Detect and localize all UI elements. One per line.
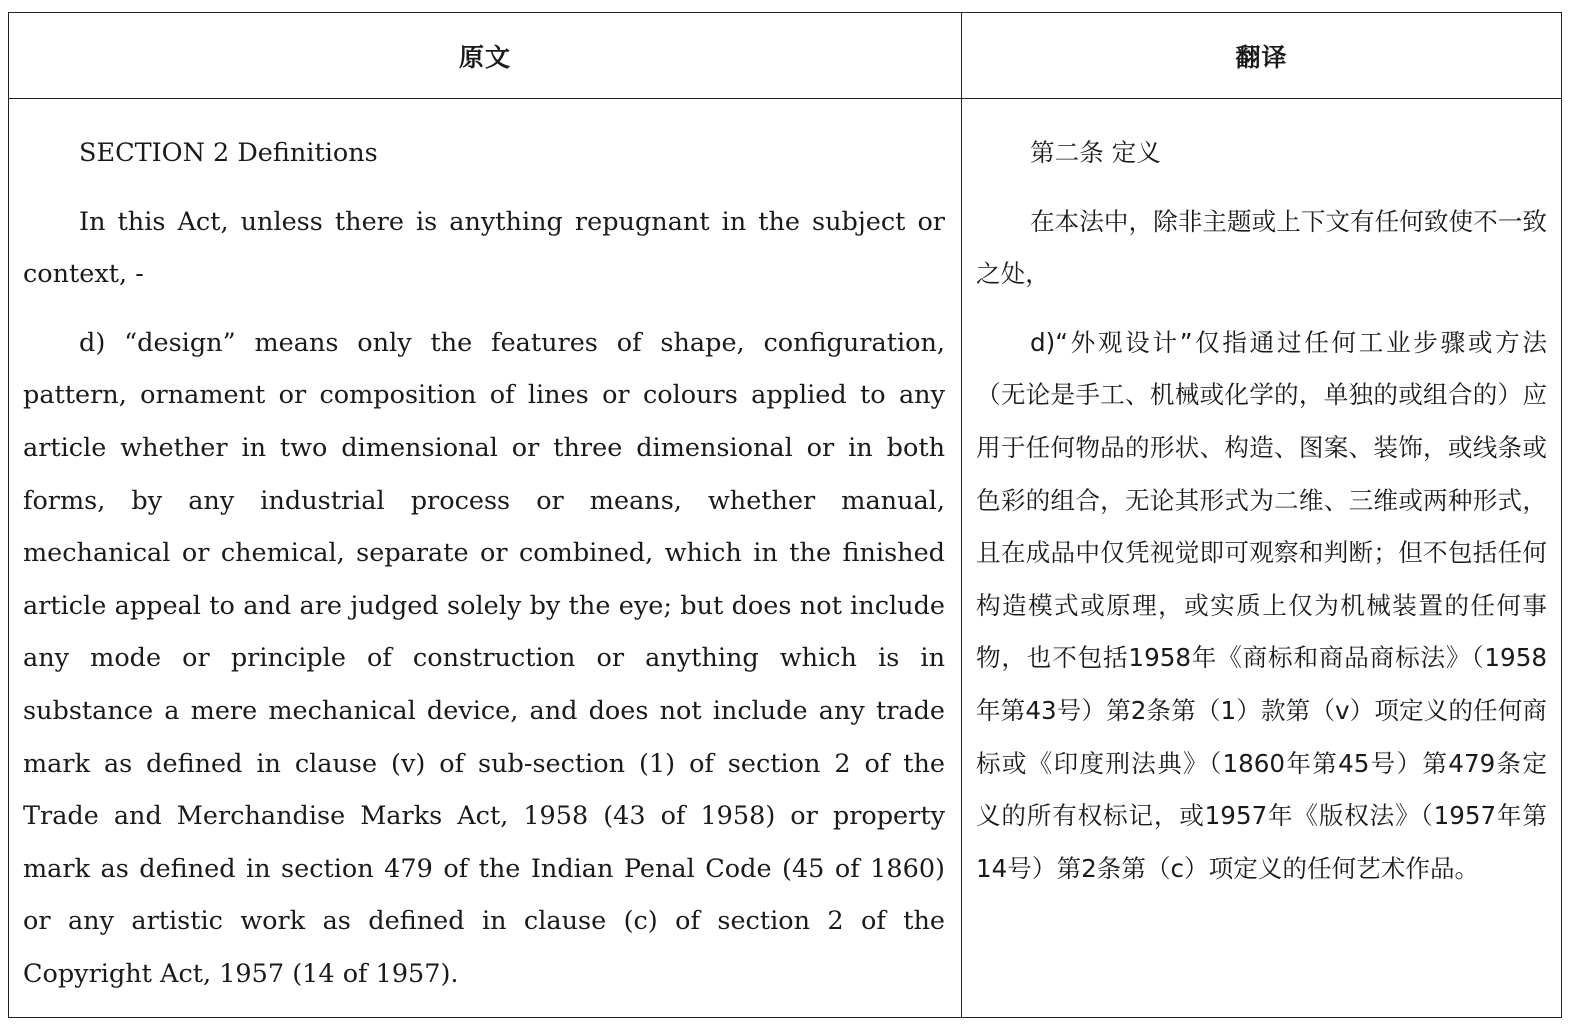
translation-intro-paragraph: 在本法中，除非主题或上下文有任何致使不一致之处， [976, 206, 1547, 289]
original-column-header: 原文 [9, 13, 962, 99]
translation-section-heading: 第二条 定义 [1030, 138, 1161, 167]
table-header-row [9, 13, 1562, 99]
bilingual-table [8, 12, 1562, 1018]
original-intro-paragraph: In this Act, unless there is anything repugnant in the subject or context, - [23, 206, 945, 290]
translation-clause-d-paragraph: d)“外观设计”仅指通过任何工业步骤或方法（无论是手工、机械或化学的，单独的或组合的）应用于任何物品的形状、构造、图案、装饰，或线条或色彩的组合，无论其形式为二维、三维或两种形式，且在成品中仅凭视觉即可观察和判断；但不包括任何构造模式或原理，或实质上仅为机械装置的任何事物，也不包括1958年《商标和商品商标法》（1958年第43号）第2条第（1）款第（v）项定义的任何商标或《印度刑法典》（1860年第45号）第479条定义的所有权标记，或1957年《版权法》（1957年第14号）第2条第（c）项定义的任何艺术作品。 [976, 327, 1547, 883]
original-text-cell [9, 99, 962, 1018]
table-body-row [9, 99, 1562, 1018]
original-section-heading: SECTION 2 Definitions [79, 138, 378, 168]
translation-column-header: 翻译 [962, 13, 1562, 99]
original-clause-d-paragraph: d) “design” means only the features of shape, configuration, pattern, ornament or composition of lines or colours applied to any article whether in two dimensional or three dimensional or in both forms, by any industrial process or means, whether manual, mechanical or chemical, separate or combined, which in the finished article appeal to and are judged solely by the eye; but does not include any mode or principle of construction or anything which is in substance a mere mechanical device, and does not include any trade mark as defined in clause (v) of sub-section (1) of section 2 of the Trade and Merchandise Marks Act, 1958 (43 of 1958) or property mark as defined in section 479 of the Indian Penal Code (45 of 1860) or any artistic work as defined in clause (c) of section 2 of the Copyright Act, 1957 (14 of 1957). [23, 327, 945, 989]
translation-text-cell [962, 99, 1562, 1018]
